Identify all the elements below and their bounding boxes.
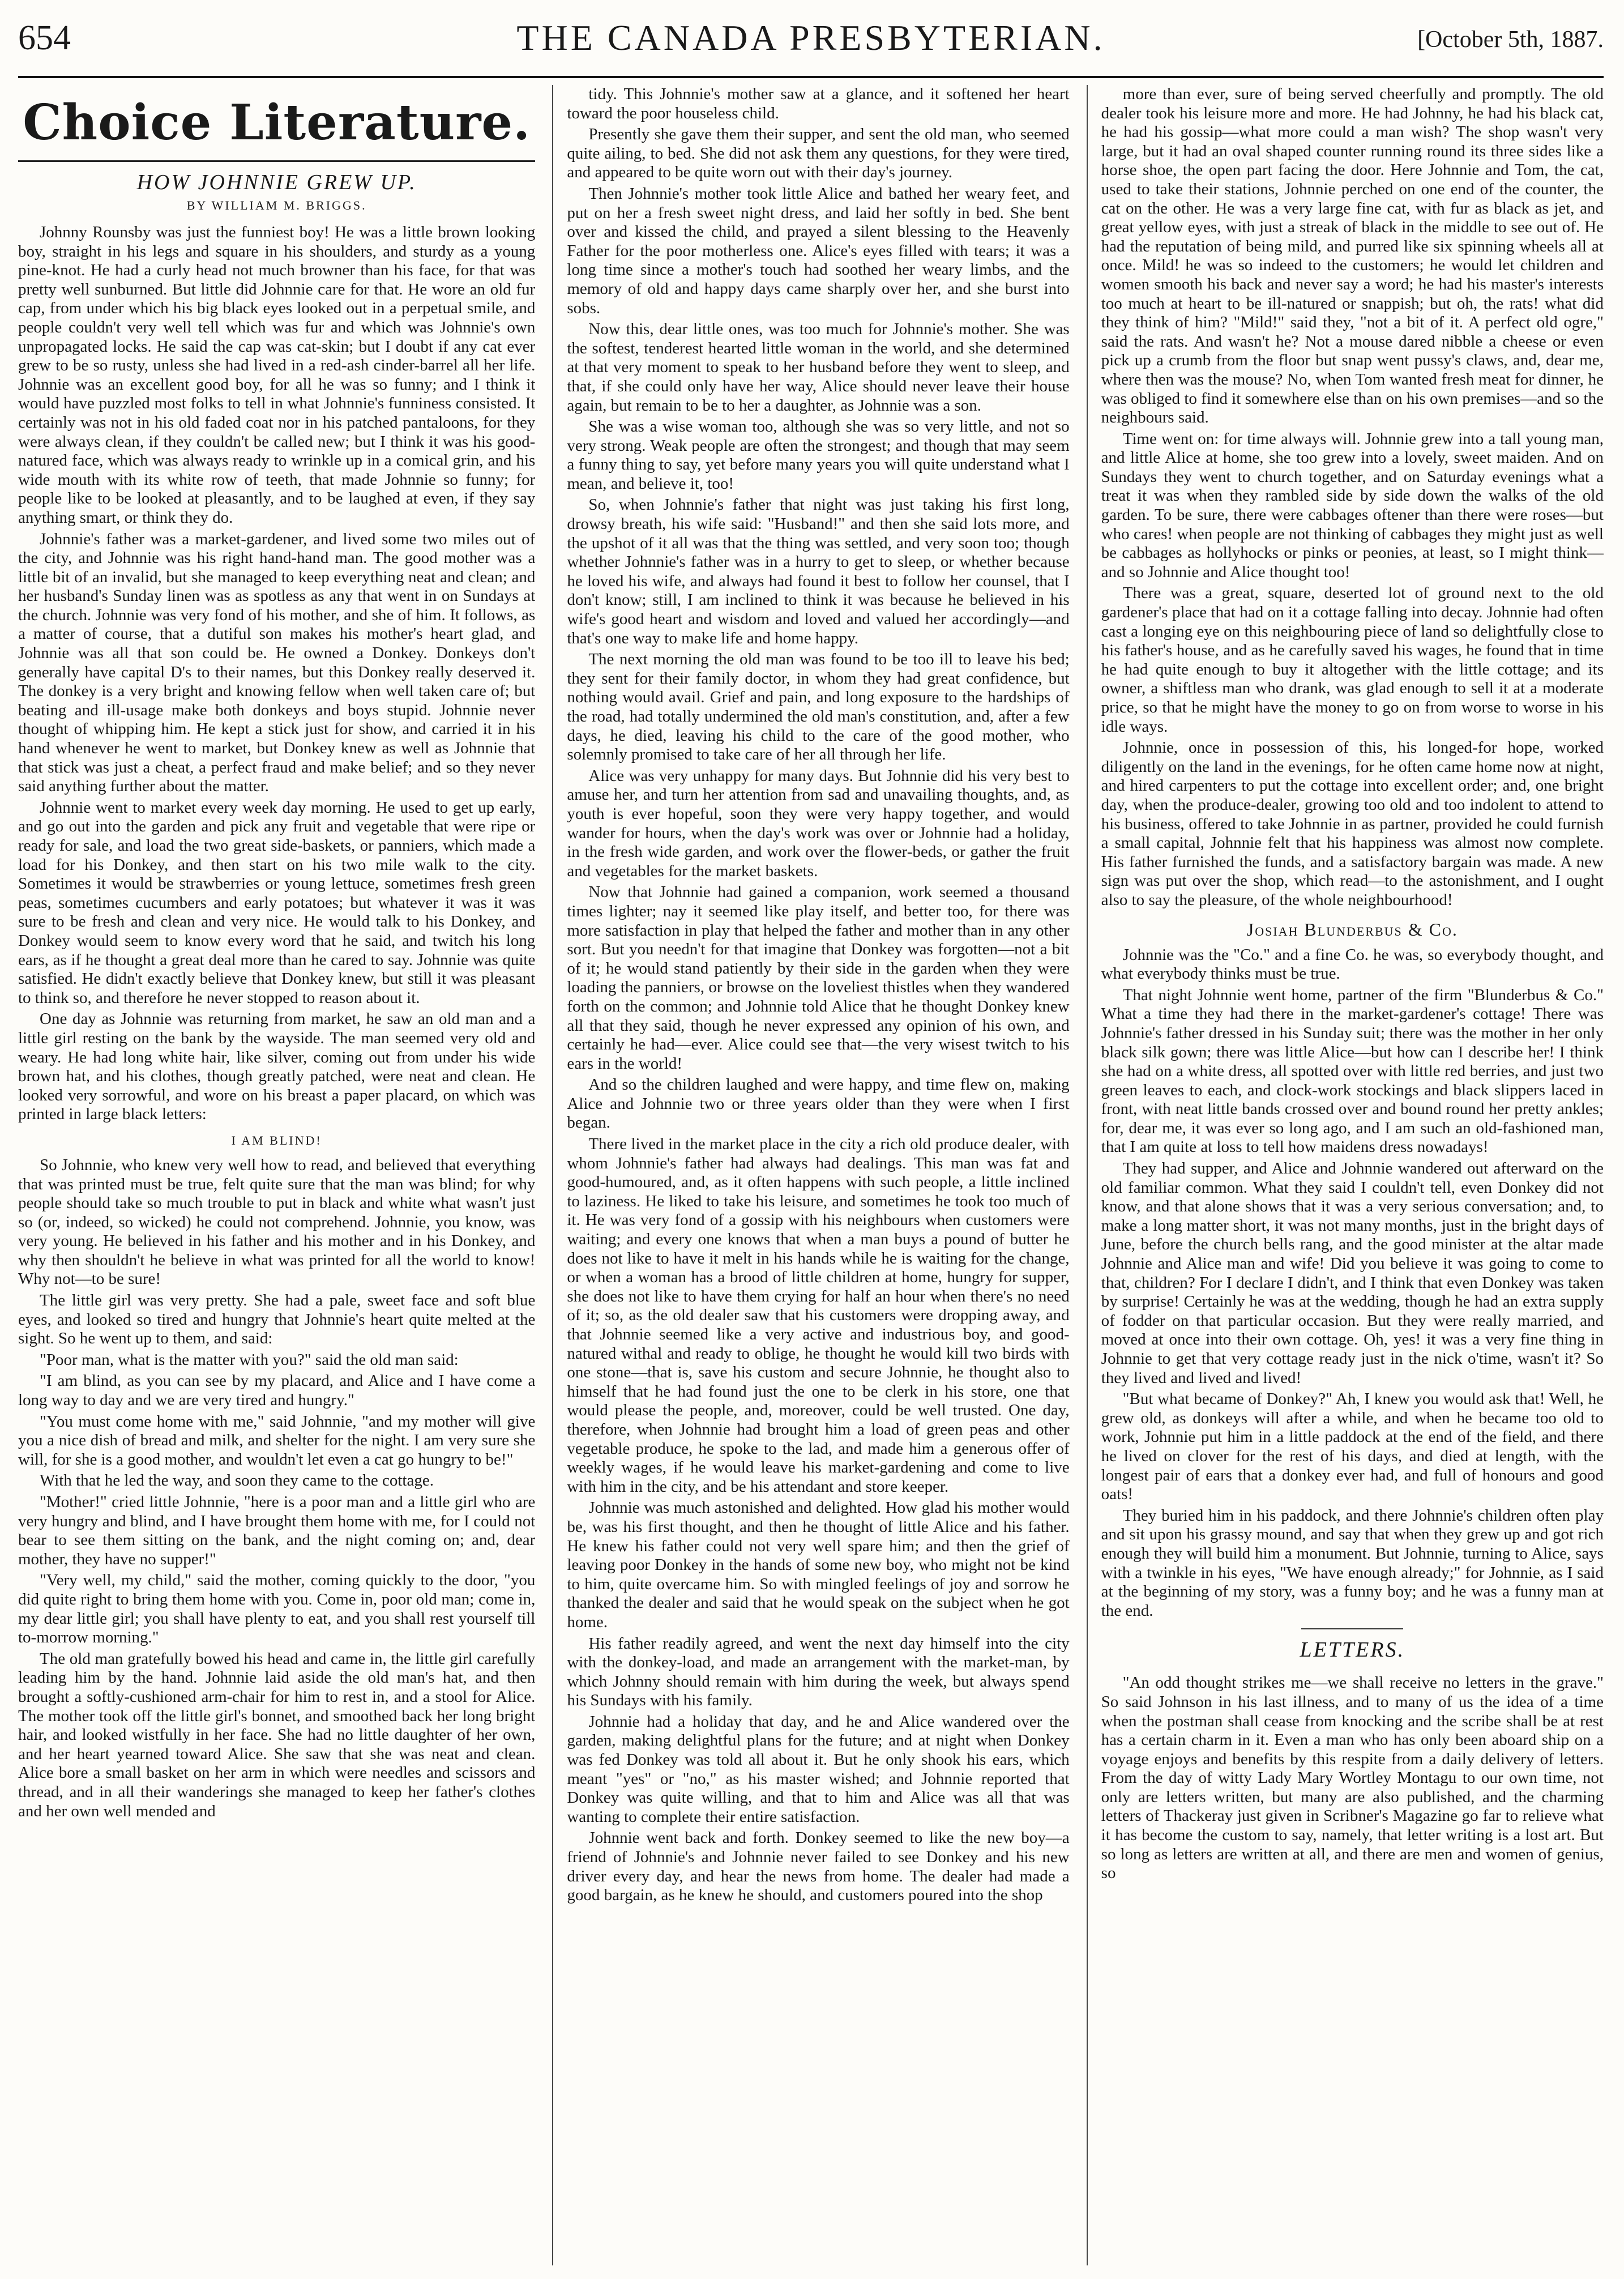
paragraph: more than ever, sure of being served cheerfully and promptly. The old dealer took his leisure more and more. He had Johnny, he had his black cat, he had his gossip—what more could a man wish? The shop wasn't very large, but it had an oval shaped counter running round its three sides like a horse shoe, the open part facing the door. Here Johnnie and Tom, the cat, used to take their stations, Johnnie perched on one end of the counter, the cat on the other. He was a very large fine cat, with fur as black as jet, and great yellow eyes, with just a streak of black in the middle to see out of. He had the reputation of being mild, and purred like six spinning wheels all at once. Mild! he was so indeed to the customers; he would let children and women smooth his back and never say a word; he had his master's interests too much at heart to be ill-natured or snappish; but oh, the rats! what did they think of him? "Mild!" said they, "not a bit of it. A perfect old ogre," said the rats. And wasn't he? Not a mouse dared nibble a cheese or even pick up a crumb from the floor but snap went pussy's claws, and, dear me, where then was the mouse? No, when Tom wanted fresh meat for dinner, he was obliged to find it somewhere else than on his own premises—and so the neighbours said. bbox=[1101, 85, 1604, 427]
paragraph: There lived in the market place in the city a rich old produce dealer, with whom Johnnie's father had always had dealings. This man was fat and good-humoured, and, as it often happens with such people, a little inclined to laziness. He liked to take his leisure, and sometimes he took too much of it. He was very fond of a gossip with his neighbours when customers were waiting; and every one knows that when a man buys a pound of butter he does not like to have it melt in his hands while he is waiting for the change, or when a woman has a brood of little children at home, hungry for supper, she does not like to have them crying for half an hour when there's no need of it; so, as the old dealer saw that his customers were dropping away, and that Johnnie seemed like a very active and industrious boy, and good-natured withal and ready to oblige, he thought he would kill two birds with one stone—that is, save his custom and secure Johnnie, he thought also to himself that he had found just the one to be clerk in his store, one that would please the people, and, moreover, could be well trusted. One day, therefore, when Johnnie had brought him a load of green peas and other vegetable produce, he spoke to the lad, and made him a generous offer of weekly wages, if he would leave his market-gardening and come to live with him in the city, and be his attendant and store keeper. bbox=[567, 1135, 1070, 1496]
paragraph: Presently she gave them their supper, and sent the old man, who seemed quite ailing, to bed. She did not ask them any questions, for they were tired, and appeared to be quite worn out with their day's journey. bbox=[567, 125, 1070, 182]
newspaper-title: THE CANADA PRESBYTERIAN. bbox=[516, 18, 1105, 58]
paragraph: One day as Johnnie was returning from market, he saw an old man and a little girl resting on the bank by the wayside. The man seemed very old and weary. He had long white hair, like silver, coming out from under his wide brown hat, and his clothes, though greatly patched, were neat and clean. He looked very sorrowful, and wore on his breast a paper placard, on which was printed in large black letters: bbox=[18, 1010, 536, 1124]
page-number: 654 bbox=[18, 19, 71, 57]
placard-text: I AM BLIND! bbox=[231, 1133, 322, 1147]
paragraph: Alice was very unhappy for many days. But Johnnie did his very best to amuse her, and turn her attention from sad and unavailing thoughts, and, as youth is ever hopeful, soon they were very happy together, and would wander for hours, when the day's work was over or Johnnie had a holiday, in the fresh wide garden, and work over the flower-beds, or gather the fruit and vegetables for the market baskets. bbox=[567, 766, 1070, 880]
paragraph: They buried him in his paddock, and there Johnnie's children often play and sit upon his grassy mound, and say that when they grew up and got rich enough they will build him a monument. But Johnnie, turning to Alice, says with a twinkle in his eyes, "We have enough already;" for Johnnie, as I said at the beginning of my story, was a funny boy; and he was a funny man at the end. bbox=[1101, 1506, 1604, 1620]
paragraph: Time went on: for time always will. Johnnie grew into a tall young man, and little Alice at home, she too grew into a lovely, sweet maiden. And on Sundays they went to church together, and on Saturday evenings what a treat it was when they rambled side by side down the walks of the old garden. To be sure, there were cabbages oftener than there were roses—but who cares! when people are not thinking of cabbages they might just as well be cabbages as hollyhocks or pinks or peonies, at least, so I might think—and so Johnnie and Alice thought too! bbox=[1101, 429, 1604, 581]
paragraph: "Very well, my child," said the mother, coming quickly to the door, "you did quite right to bring them home with you. Come in, poor old man; come in, my dear little girl; you shall have plenty to eat, and you shall rest yourself till to-morrow morning." bbox=[18, 1571, 536, 1647]
paragraph: Now this, dear little ones, was too much for Johnnie's mother. She was the softest, tenderest hearted little woman in the world, and she determined at that very moment to speak to her husband before they went to sleep, and that, if she could only have her way, Alice should never leave their house again, but remain to be to her a daughter, as Johnnie was a son. bbox=[567, 320, 1070, 415]
paragraph: His father readily agreed, and went the next day himself into the city with the donkey-load, and made an arrangement with the market-man, by which Johnny should remain with him during the week, but always spend his Sundays with his family. bbox=[567, 1634, 1070, 1710]
paragraph: So, when Johnnie's father that night was just taking his first long, drowsy breath, his wife said: "Husband!" and then she said lots more, and the upshot of it all was that the thing was settled, and very soon too; though whether Johnnie's father was in a hurry to get to sleep, or whether because he loved his wife, and always had found it best to follow her counsel, that I don't know; still, I am inclined to think it was because he believed in his wife's good heart and wisdom and loved and valued her accordingly—and that's one way to make life and home happy. bbox=[567, 496, 1070, 647]
column-2 bbox=[552, 85, 1069, 2265]
paragraph: Johnnie went back and forth. Donkey seemed to like the new boy—a friend of Johnnie's and Johnnie never failed to see Donkey and his new driver every day, and hear the news from home. The dealer had made a good bargain, as he knew he should, and customers poured into the shop bbox=[567, 1829, 1070, 1905]
paragraph: "I am blind, as you can see by my placard, and Alice and I have come a long way to day and we are very tired and hungry." bbox=[18, 1372, 536, 1410]
paragraph: So Johnnie, who knew very well how to read, and believed that everything that was printed must be true, felt quite sure that the man was blind; for why people should take so much trouble to put in black and white what wasn't just so (or, indeed, so wicked) he could not comprehend. Johnnie, you know, was very young. He believed in his father and his mother and in his Donkey, and why then shouldn't he believe in what was printed for all the world to know! Why not—to be sure! bbox=[18, 1155, 536, 1288]
page-header bbox=[18, 14, 1604, 78]
paragraph: With that he led the way, and soon they came to the cottage. bbox=[40, 1471, 434, 1490]
paragraph: tidy. This Johnnie's mother saw at a glance, and it softened her heart toward the poor houseless child. bbox=[567, 85, 1070, 122]
section-title: Choice Literature. bbox=[18, 94, 535, 162]
paragraph: There was a great, square, deserted lot of ground next to the old gardener's place that had on it a cottage falling into decay. Johnnie had often cast a longing eye on this neighbouring piece of land so delightfully close to his father's house, and as he carefully saved his wages, he found that in time he had quite enough to buy it altogether with the little cottage; and its owner, a shiftless man who drank, was glad enough to sell it at a moderate price, so that he might have the money to go on from worse to worse in his idle ways. bbox=[1101, 584, 1604, 736]
paragraph: "An odd thought strikes me—we shall receive no letters in the grave." So said Johnson in his last illness, and to many of us the idea of a time when the postman shall cease from knocking and the scribe shall be at rest has a certain charm in it. Even a man who has only been aboard ship on a voyage enjoys and benefits by this respite from a daily delivery of letters. From the day of witty Lady Mary Wortley Montagu to our own time, not only are letters written, but many are also published, and the charming letters of Thackeray just given in Scribner's Magazine go far to relieve what it has become the custom to say, namely, that letter writing is a lost art. But so long as letters are written at all, and there are men and women of genius, so bbox=[1101, 1674, 1604, 1883]
divider bbox=[1301, 1628, 1403, 1629]
paragraph: They had supper, and Alice and Johnnie wandered out afterward on the old familiar common. What they said I couldn't tell, even Donkey did not know, and that alone shows that it was a very serious conversation; and, to make a long matter short, it was not many months, just in the bright days of June, before the church bells rang, and the good minister at the altar made Johnnie and Alice man and wife! Did you believe it was going to come to that, children? For I declare I didn't, and I think that even Donkey was taken by surprise! Certainly he was at the wedding, though he had an extra supply of fodder on that particular occasion. But they were really married, and moved at once into their own cottage. Oh, yes! it was a very fine thing in Johnnie to get that very cottage ready just in the nick o'time, wasn't it? So they lived and lived and lived! bbox=[1101, 1159, 1604, 1387]
byline: BY WILLIAM M. BRIGGS. bbox=[186, 198, 367, 212]
paragraph: "Mother!" cried little Johnnie, "here is a poor man and a little girl who are very hungry and blind, and I have brought them home with me, for I could not bear to see them sitting on the bank, and the night coming on; and, dear mother, they have no supper!" bbox=[18, 1493, 536, 1568]
issue-date: [October 5th, 1887. bbox=[1417, 27, 1604, 53]
paragraph: The little girl was very pretty. She had a pale, sweet face and soft blue eyes, and looked so tired and hungry that Johnnie's heart quite melted at the sight. So he went up to them, and said: bbox=[18, 1291, 536, 1348]
paragraph: Johnnie went to market every week day morning. He used to get up early, and go out into the garden and pick any fruit and vegetable that were ripe or ready for sale, and load the two great side-baskets, or panniers, which made a load for his Donkey, and then start on his two mile walk to the city. Sometimes it would be strawberries or young lettuce, sometimes fresh green peas, sometimes cucumbers and early potatoes; but whatever it was it was sure to be fresh and clean and very nice. He would talk to his Donkey, and Donkey would seem to know every word that he said, and twitch his long ears, as if he thought a great deal more than he cared to say. Johnnie was quite satisfied. He didn't exactly believe that Donkey knew, but still it was pleasant to think so, and therefore he never stopped to reason about it. bbox=[18, 798, 536, 1007]
paragraph: She was a wise woman too, although she was so very little, and not so very strong. Weak people are often the strongest; and though that may seem a funny thing to say, yet before many years you will quite understand what I mean, and believe it, too! bbox=[567, 417, 1070, 493]
paragraph: Now that Johnnie had gained a companion, work seemed a thousand times lighter; nay it seemed like play itself, and better too, for there was more satisfaction in play that helped the father and mother than in any other sort. But you needn't for that imagine that Donkey was forgotten—not a bit of it; he would stand patiently by their side in the garden when they were loading the panniers, or browse on the loveliest thistles when they wandered forth on the common; and Johnnie told Alice that he thought Donkey knew all that they said, though he never expressed any opinion of his own, and certainly he had—ever. Alice could see that—the very wisest twitch to his ears in the world! bbox=[567, 883, 1070, 1073]
paragraph: "You must come home with me," said Johnnie, "and my mother will give you a nice dish of bread and milk, and shelter for the night. I am very sure she will, for she is a good mother, and wouldn't let even a cat go hungry to be!" bbox=[18, 1412, 536, 1469]
paragraph: The old man gratefully bowed his head and came in, the little girl carefully leading him by the hand. Johnnie laid aside the old man's hat, and then brought a softly-cushioned arm-chair for him to rest in, and a stool for Alice. The mother took off the little girl's bonnet, and smoothed back her long bright hair, and looked wistfully in her face. She had no little daughter of her own, and her heart yearned toward Alice. She saw that she was neat and clean. Alice bore a small basket on her arm in which were needles and scissors and thread, and in all their wanderings she managed to keep her father's clothes and her own well mended and bbox=[18, 1649, 536, 1820]
paragraph: Johnny Rounsby was just the funniest boy! He was a little brown looking boy, straight in his legs and square in his shoulders, and sturdy as a young pine-knot. He had a curly head not much browner than his face, for that was pretty well sunburned. But little did Johnnie care for that. He wore an old fur cap, from under which his big black eyes looked out in a perpetual smile, and people couldn't very well tell which was fur and which was Johnnie's own unpropagated locks. He said the cap was cat-skin; but I doubt if any cat ever grew to be so rusty, unless she had lived in a red-ash cinder-barrel all her life. Johnnie was an excellent good boy, for all he was so funny; and I think it would have puzzled most folks to tell in what Johnnie's funniness consisted. It certainly was not in his old faded coat nor in his patched pantaloons, for they were always clean, if they couldn't be called new; but I think it was his good-natured face, which was always ready to wrinkle up in a comical grin, and his wide mouth with its white row of teeth, that made Johnnie so funny; for people like to be looked at pleasantly, and to be laughed at even, if they say anything smart, or think they do. bbox=[18, 223, 536, 527]
paragraph: And so the children laughed and were happy, and time flew on, making Alice and Johnnie two or three years older than they were when I first began. bbox=[567, 1076, 1070, 1132]
paragraph: Johnnie was the "Co." and a fine Co. he was, so everybody thought, and what everybody thinks must be true. bbox=[1101, 945, 1604, 983]
column-1 bbox=[18, 85, 535, 2265]
paragraph: "But what became of Donkey?" Ah, I knew you would ask that! Well, he grew old, as donkeys will after a while, and when he became too old to work, Johnnie put him in a little paddock at the end of the field, and there he lived on clover for the rest of his days, and died at length, with the longest pair of ears that a donkey ever had, and full of honours and good oats! bbox=[1101, 1390, 1604, 1504]
paragraph: Johnnie, once in possession of this, his longed-for hope, worked diligently on the land in the evenings, for he often came home now at night, and hired carpenters to put the cottage into excellent order; and, one bright day, when the produce-dealer, growing too old and too indolent to attend to his business, offered to take Johnnie in as partner, provided he could furnish a small capital, Johnnie felt that his happiness was almost now complete. His father furnished the funds, and a satisfactory bargain was made. A new sign was put over the shop, which read—to the astonishment, and I ought also to say the pleasure, of the whole neighbourhood! bbox=[1101, 739, 1604, 909]
paragraph: The next morning the old man was found to be too ill to leave his bed; they sent for their family doctor, in whom they had great confidence, but nothing would avail. Grief and pain, and long exposure to the hardships of the road, had totally undermined the old man's constitution, and, after a few days, he died, leaving his child to the care of the good mother, who solemnly promised to take care of her all through her life. bbox=[567, 650, 1070, 764]
paragraph: That night Johnnie went home, partner of the firm "Blunderbus & Co." What a time they had there in the market-gardener's cottage! There was Johnnie's father dressed in his Sunday suit; there was the mother in her only black silk gown; there was little Alice—but how can I describe her! I think she had on a white dress, all spotted over with little red berries, and just two green leaves to each, and clock-work stockings and black slippers laced in front, with neat little bands crossed over and bound round her pretty ankles; for, dear me, it was ever so long ago, and I am such an old-fashioned man, that I am quite at loss to tell how maidens dress nowadays! bbox=[1101, 985, 1604, 1156]
paragraph: Then Johnnie's mother took little Alice and bathed her weary feet, and put on her a fresh sweet night dress, and laid her softly in bed. She bent over and kissed the child, and prayed a silent blessing to the Heavenly Father for the poor motherless one. Alice's eyes filled with tears; it was a long time since a mother's touch had soothed her weary limbs, and the memory of old and happy days came sharply over her, and she burst into sobs. bbox=[567, 184, 1070, 317]
letters-heading: LETTERS. bbox=[1300, 1638, 1405, 1662]
paragraph: "Poor man, what is the matter with you?" said the old man said: bbox=[40, 1350, 459, 1369]
article-columns bbox=[18, 85, 1604, 2265]
paragraph: Johnnie was much astonished and delighted. How glad his mother would be, was his first thought, and then he thought of little Alice and his father. He knew his father could not very well spare him; and then the grief of leaving poor Donkey in the hands of some new boy, who might not be kind to him, quite overcame him. So with mingled feelings of joy and sorrow he thanked the dealer and said that he would speak on the subject when he got home. bbox=[567, 1499, 1070, 1631]
paragraph: Johnnie had a holiday that day, and he and Alice wandered over the garden, making delightful plans for the future; and at night when Donkey was fed Donkey was told all about it. But he only shook his ears, which meant "yes" or "no," as his master wished; and Johnnie reported that Donkey was quite willing, and that to him and Alice was all that was wanting to complete their entire satisfaction. bbox=[567, 1712, 1070, 1826]
column-3 bbox=[1087, 85, 1604, 2265]
story-title: HOW JOHNNIE GREW UP. bbox=[136, 170, 417, 194]
sign-heading: Josiah Blunderbus & Co. bbox=[1246, 919, 1458, 940]
paragraph: Johnnie's father was a market-gardener, and lived some two miles out of the city, and Johnnie was his right hand-hand man. The good mother was a little bit of an invalid, but she managed to keep everything neat and clean; and her husband's Sunday linen was as spotless as any that went in on Sundays at the church. Johnnie was very fond of his mother, and she of him. It follows, as a matter of course, that a dutiful son makes his mother's heart glad, and Johnnie was all that son could be. He owned a Donkey. Donkeys don't generally have capital D's to their names, but this Donkey really deserved it. The donkey is a very bright and knowing fellow when well taken care of; but beating and ill-usage make both donkeys and boys stupid. Johnnie never thought of whipping him. He kept a stick just for show, and carried it in his hand whenever he went to market, but Donkey knew as well as Johnnie that that stick was just a cheat, a perfect fraud and make belief; and so they never said anything further about the matter. bbox=[18, 530, 536, 796]
